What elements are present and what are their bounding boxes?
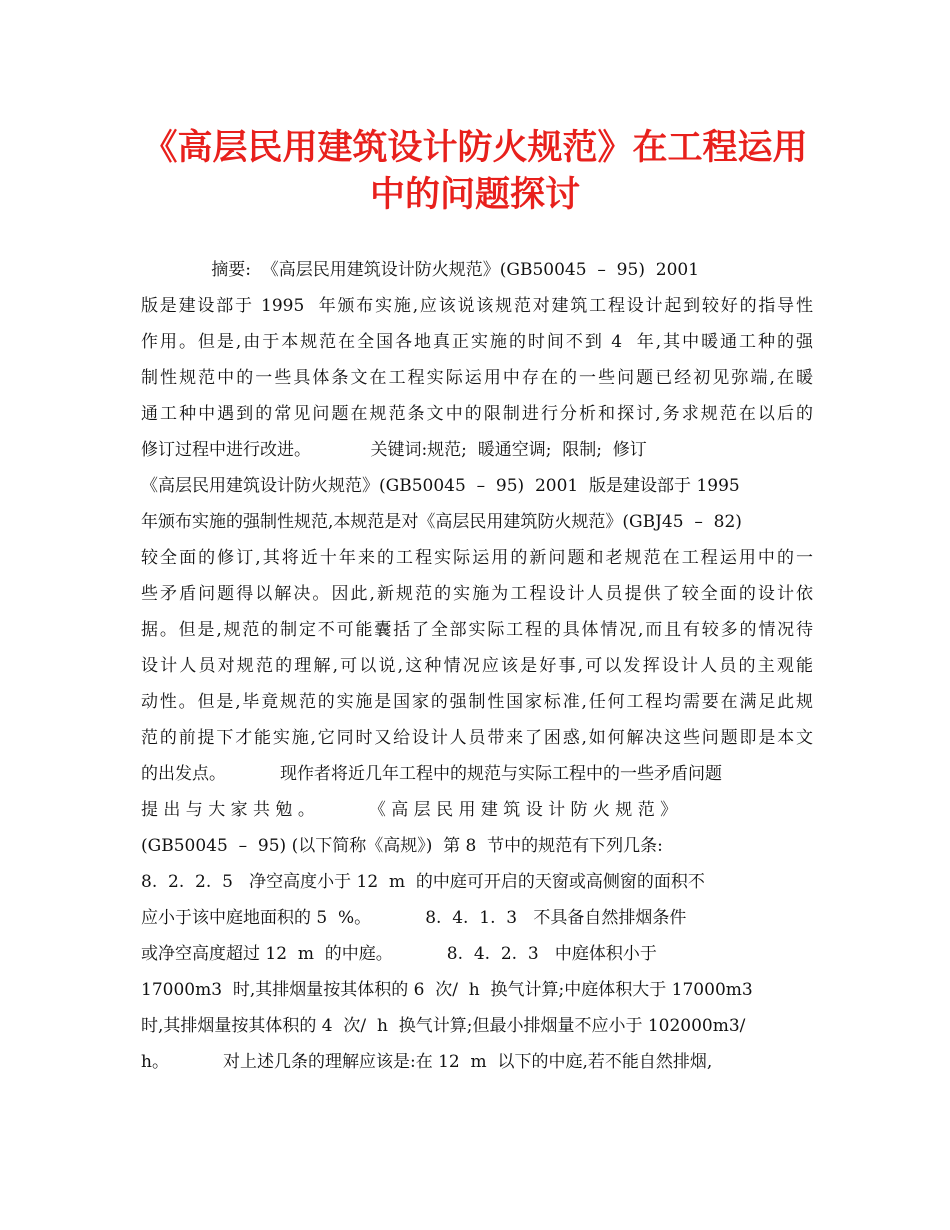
body-line: 修订过程中进行改进。 关键词:规范; 暖通空调; 限制; 修订 [141,440,647,460]
body-line: 8. 2. 2. 5 净空高度小于 12 m 的中庭可开启的天窗或高侧窗的面积不 [141,872,705,892]
body-line: 或净空高度超过 12 m 的中庭。 8. 4. 2. 3 中庭体积小于 [141,944,657,964]
body-line: h。 对上述几条的理解应该是:在 12 m 以下的中庭,若不能自然排烟, [141,1052,713,1072]
body-line: 些矛盾问题得以解决。因此,新规范的实施为工程设计人员提供了较全面的设计依 [141,584,813,604]
body-line: 范的前提下才能实施,它同时又给设计人员带来了困惑,如何解决这些问题即是本文 [141,728,813,748]
body-line: (GB50045 – 95) (以下简称《高规》) 第 8 节中的规范有下列几条: [141,836,663,856]
body-line: 年颁布实施的强制性规范,本规范是对《高层民用建筑防火规范》(GBJ45 – 82) [141,512,742,532]
body-line: 17000m3 时,其排烟量按其体积的 6 次/ h 换气计算;中庭体积大于 17000m3 [141,980,753,1000]
body-line: 版是建设部于 1995 年颁布实施,应该说该规范对建筑工程设计起到较好的指导性 [141,296,813,316]
body-line: 据。但是,规范的制定不可能囊括了全部实际工程的具体情况,而且有较多的情况待 [141,620,813,640]
body-line: 摘要: 《高层民用建筑设计防火规范》(GB50045 – 95) 2001 [141,260,700,280]
body-line: 设计人员对规范的理解,可以说,这种情况应该是好事,可以发挥设计人员的主观能 [141,656,813,676]
body-line: 的出发点。 现作者将近几年工程中的规范与实际工程中的一些矛盾问题 [141,764,723,784]
body-line: 通工种中遇到的常见问题在规范条文中的限制进行分析和探讨,务求规范在以后的 [141,404,813,424]
document-body [141,256,813,1086]
body-line: 动性。但是,毕竟规范的实施是国家的强制性国家标准,任何工程均需要在满足此规 [141,692,813,712]
body-line: 时,其排烟量按其体积的 4 次/ h 换气计算;但最小排烟量不应小于 102000m3/ [141,1016,746,1036]
body-line: 《高层民用建筑设计防火规范》(GB50045 – 95) 2001 版是建设部于 1995 [141,476,740,496]
body-line: 作用。但是,由于本规范在全国各地真正实施的时间不到 4 年,其中暖通工种的强 [141,332,813,352]
body-line: 制性规范中的一些具体条文在工程实际运用中存在的一些问题已经初见弥端,在暖 [141,368,813,388]
body-line: 应小于该中庭地面积的 5 %。 8. 4. 1. 3 不具备自然排烟条件 [141,908,687,928]
document-title-line-2: 中的问题探讨 [369,174,580,215]
body-line: 提 出 与 大 家 共 勉 。 《 高 层 民 用 建 筑 设 计 防 火 规 范 》 [141,800,678,820]
document-title-line-1: 《高层民用建筑设计防火规范》在工程运用 [142,127,808,168]
body-line: 较全面的修订,其将近十年来的工程实际运用的新问题和老规范在工程运用中的一 [141,548,813,568]
